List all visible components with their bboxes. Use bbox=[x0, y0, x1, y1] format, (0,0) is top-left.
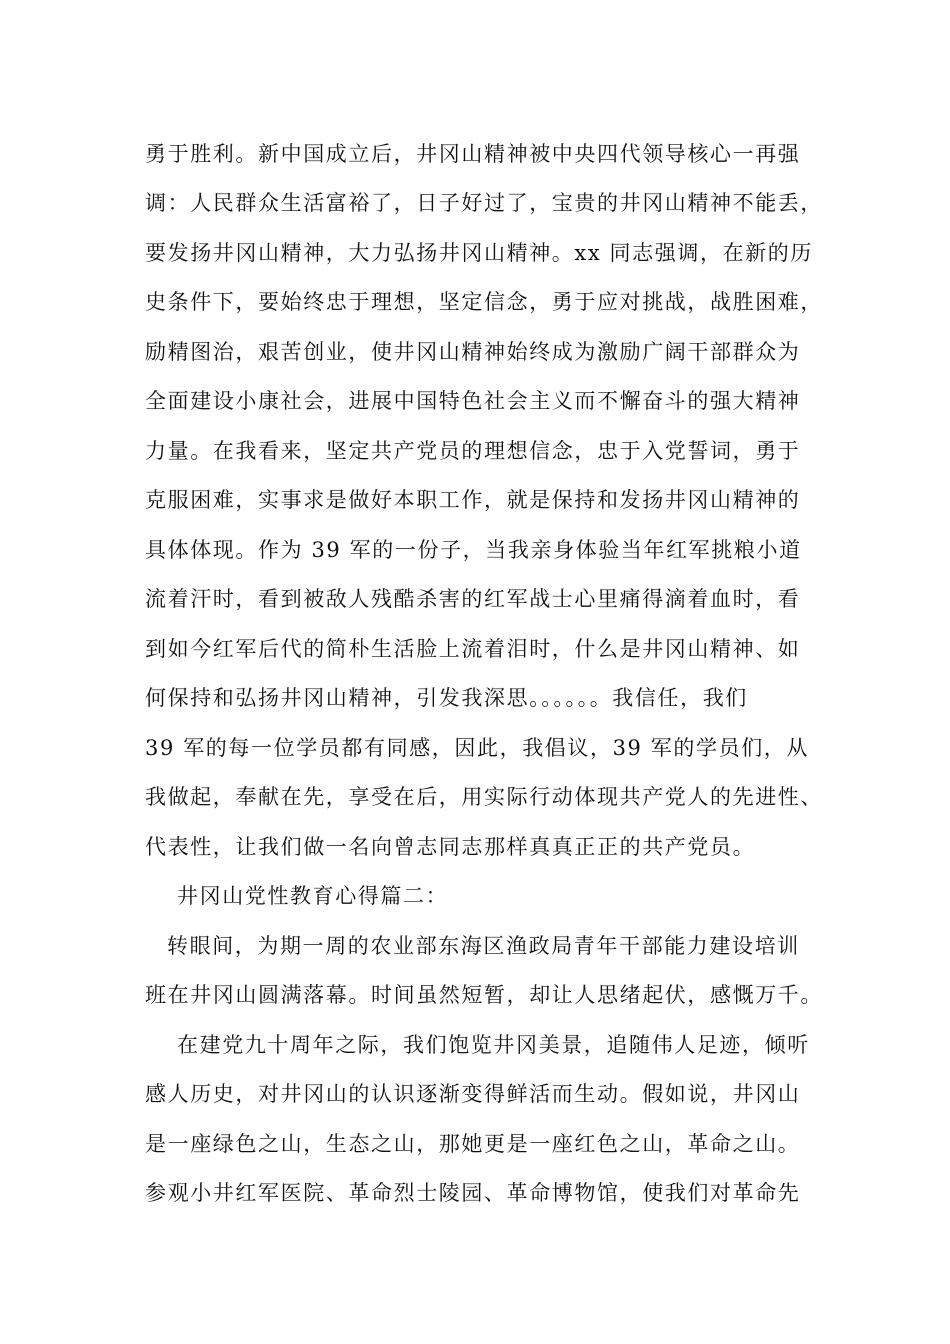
text-line: 史条件下，要始终忠于理想，坚定信念，勇于应对挑战，战胜困难， bbox=[145, 290, 823, 314]
text-line: 班在井冈山圆满落幕。时间虽然短暂，却让人思绪起伏，感慨万千。 bbox=[145, 983, 823, 1007]
text-line: 感人历史，对井冈山的认识逐渐变得鲜活而生动。假如说，井冈山 bbox=[145, 1082, 801, 1106]
text-line: 在建党九十周年之际，我们饱览井冈美景，追随伟人足迹，倾听 bbox=[177, 1033, 810, 1057]
text-line: 励精图治，艰苦创业，使井冈山精神始终成为激励广阔干部群众为 bbox=[145, 340, 801, 364]
text-line: 参观小井红军医院、革命烈士陵园、革命博物馆，使我们对革命先 bbox=[145, 1181, 801, 1205]
text-line: 具体体现。作为 39 军的一份子，当我亲身体验当年红军挑粮小道 bbox=[145, 538, 802, 562]
text-line: 全面建设小康社会，进展中国特色社会主义而不懈奋斗的强大精神 bbox=[145, 389, 801, 413]
text-line: 是一座绿色之山，生态之山，那她更是一座红色之山，革命之山。 bbox=[145, 1132, 801, 1156]
text-line: 到如今红军后代的简朴生活脸上流着泪时，什么是井冈山精神、如 bbox=[145, 637, 801, 661]
text-line: 流着汗时，看到被敌人残酷杀害的红军战士心里痛得滴着血时，看 bbox=[145, 587, 801, 611]
section-heading: 井冈山党性教育心得篇二： bbox=[177, 884, 449, 908]
text-line: 代表性，让我们做一名向曾志同志那样真真正正的共产党员。 bbox=[145, 835, 756, 859]
text-line: 勇于胜利。新中国成立后，井冈山精神被中央四代领导核心一再强 bbox=[145, 142, 801, 166]
text-line: 要发扬井冈山精神，大力弘扬井冈山精神。xx 同志强调，在新的历 bbox=[145, 241, 813, 265]
text-line: 何保持和弘扬井冈山精神，引发我深思。。。。。。我信任，我们 bbox=[145, 686, 748, 710]
text-line: 39 军的每一位学员都有同感，因此，我倡议，39 军的学员们，从 bbox=[145, 736, 809, 760]
text-line: 克服困难，实事求是做好本职工作，就是保持和发扬井冈山精神的 bbox=[145, 488, 801, 512]
text-line: 调：人民群众生活富裕了，日子好过了，宝贵的井冈山精神不能丢， bbox=[145, 191, 823, 215]
text-line: 我做起，奉献在先，享受在后，用实际行动体现共产党人的先进性、 bbox=[145, 785, 823, 809]
text-line: 力量。在我看来，坚定共产党员的理想信念，忠于入党誓词，勇于 bbox=[145, 439, 801, 463]
text-line: 转眼间，为期一周的农业部东海区渔政局青年干部能力建设培训 bbox=[167, 934, 800, 958]
